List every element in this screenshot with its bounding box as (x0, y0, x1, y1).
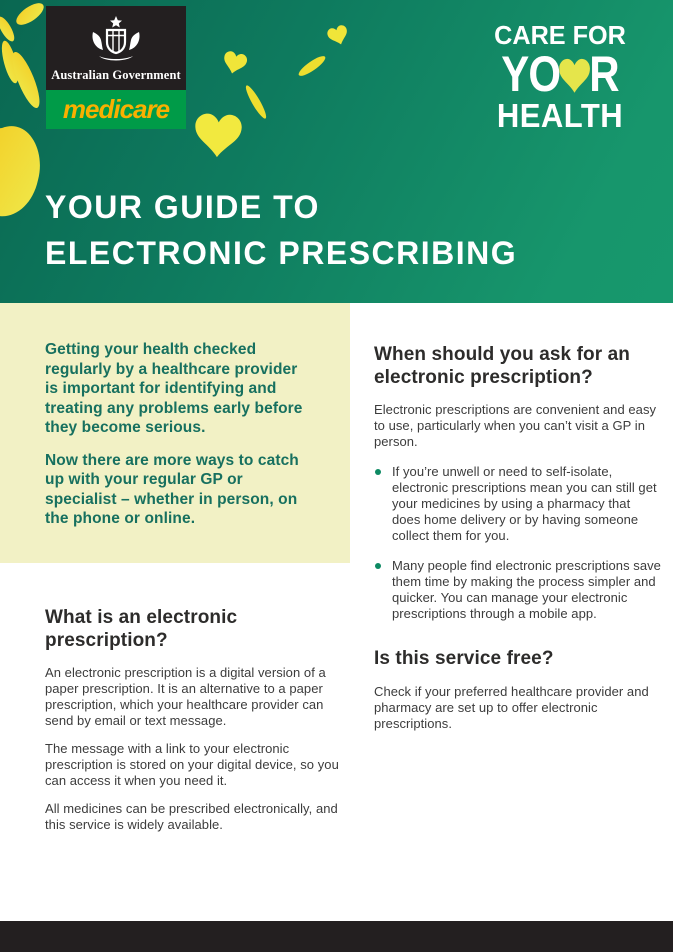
section-what-is-electronic-prescription (45, 607, 352, 845)
footer-bar (0, 921, 673, 952)
heart-icon (559, 57, 590, 95)
body-paragraph: The message with a link to your electronic prescription is stored on your digital device, so you can access it when you need it. (45, 741, 339, 788)
left-section-heading: What is an electronic prescription? (45, 607, 238, 651)
body-paragraph: All medicines can be prescribed electronically, and this service is widely available. (45, 801, 338, 832)
government-medicare-logo (46, 6, 186, 129)
medicare-logo (46, 90, 186, 129)
right-section-heading: When should you ask for an electronic prescription? (374, 344, 630, 388)
is-service-free-heading: Is this service free? (374, 648, 554, 669)
intro-paragraph: Getting your health checked regularly by a healthcare provider is important for identifying and treating any problems early before they become serious. (45, 341, 303, 436)
care-for-your-health-logo (490, 22, 630, 133)
bullet-dot-icon (375, 469, 381, 475)
intro-highlight-box (0, 303, 350, 563)
campaign-logo-line2-post: R (589, 46, 619, 102)
australian-government-logo (46, 6, 186, 90)
coat-of-arms-icon (87, 16, 145, 64)
bullet-text: Many people find electronic prescriptions save them time by making the process simpler and quicker. You can manage your electronic prescriptions through a mobile app. (392, 558, 661, 621)
campaign-logo-line2-pre: YO (501, 46, 561, 102)
list-item (374, 464, 662, 544)
page-title (45, 184, 517, 276)
page-title-line2: ELECTRONIC PRESCRIBING (45, 235, 518, 271)
hero-banner (0, 0, 673, 303)
bullet-list (374, 464, 662, 622)
page-title-line1: YOUR GUIDE TO (45, 189, 320, 225)
body-paragraph: An electronic prescription is a digital version of a paper prescription. It is an alternative to a paper prescription, which your healthcare provider can send by email or text message. (45, 665, 326, 728)
campaign-logo-line3: HEALTH (496, 97, 624, 134)
bullet-dot-icon (375, 563, 381, 569)
list-item (374, 558, 662, 622)
bullet-text: If you’re unwell or need to self-isolate, electronic prescriptions mean you can still get your medicines by using a pharmacy that does home delivery or by having someone collect them for you. (392, 464, 657, 543)
campaign-logo-line2 (501, 46, 619, 102)
body-paragraph: Electronic prescriptions are convenient and easy to use, particularly when you can’t visit a GP in person. (374, 402, 657, 449)
australian-government-label: Australian Government (51, 68, 181, 82)
section-when-to-ask (374, 344, 662, 744)
intro-paragraph: Now there are more ways to catch up with your regular GP or specialist – whether in person, on the phone or online. (45, 451, 299, 527)
medicare-wordmark: medicare (62, 94, 170, 124)
body-paragraph: Check if your preferred healthcare provider and pharmacy are set up to offer electronic prescriptions. (374, 683, 649, 731)
campaign-logo-line1: CARE FOR (494, 20, 626, 50)
